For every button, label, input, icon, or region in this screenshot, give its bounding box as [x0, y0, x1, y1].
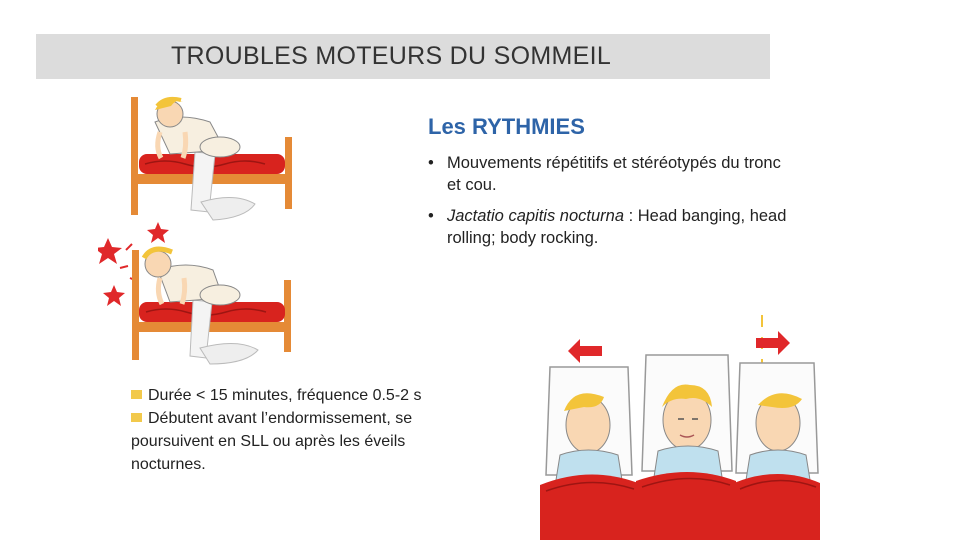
bullet-glyph: •	[428, 207, 434, 225]
note-marker-icon	[131, 413, 142, 422]
bullet-list	[428, 152, 788, 258]
bullet-item	[428, 205, 788, 249]
section-heading: Les RYTHMIES	[428, 114, 585, 139]
note-line	[131, 384, 476, 407]
slide-title: TROUBLES MOTEURS DU SOMMEIL	[170, 42, 612, 70]
title-bar	[36, 34, 770, 79]
bullet-text: : Head banging, head rolling; body rocking.	[447, 207, 787, 247]
child-head-rolling-illustration	[540, 315, 820, 540]
note-text: Durée < 15 minutes, fréquence 0.5-2 s	[148, 387, 422, 404]
child-head-banging-illustration	[98, 220, 298, 365]
notes-block	[131, 384, 476, 476]
note-line	[131, 407, 476, 476]
bullet-glyph: •	[428, 154, 434, 172]
bullet-text: Mouvements répétitifs et stéréotypés du tronc et cou.	[447, 154, 781, 194]
bullet-item	[428, 152, 788, 196]
note-marker-icon	[131, 390, 142, 399]
note-text: Débutent avant l’endormissement, se poursuivent en SLL ou après les éveils nocturnes.	[131, 410, 413, 473]
bullet-italic-term: Jactatio capitis nocturna	[447, 207, 625, 225]
child-body-rocking-illustration	[125, 92, 300, 227]
